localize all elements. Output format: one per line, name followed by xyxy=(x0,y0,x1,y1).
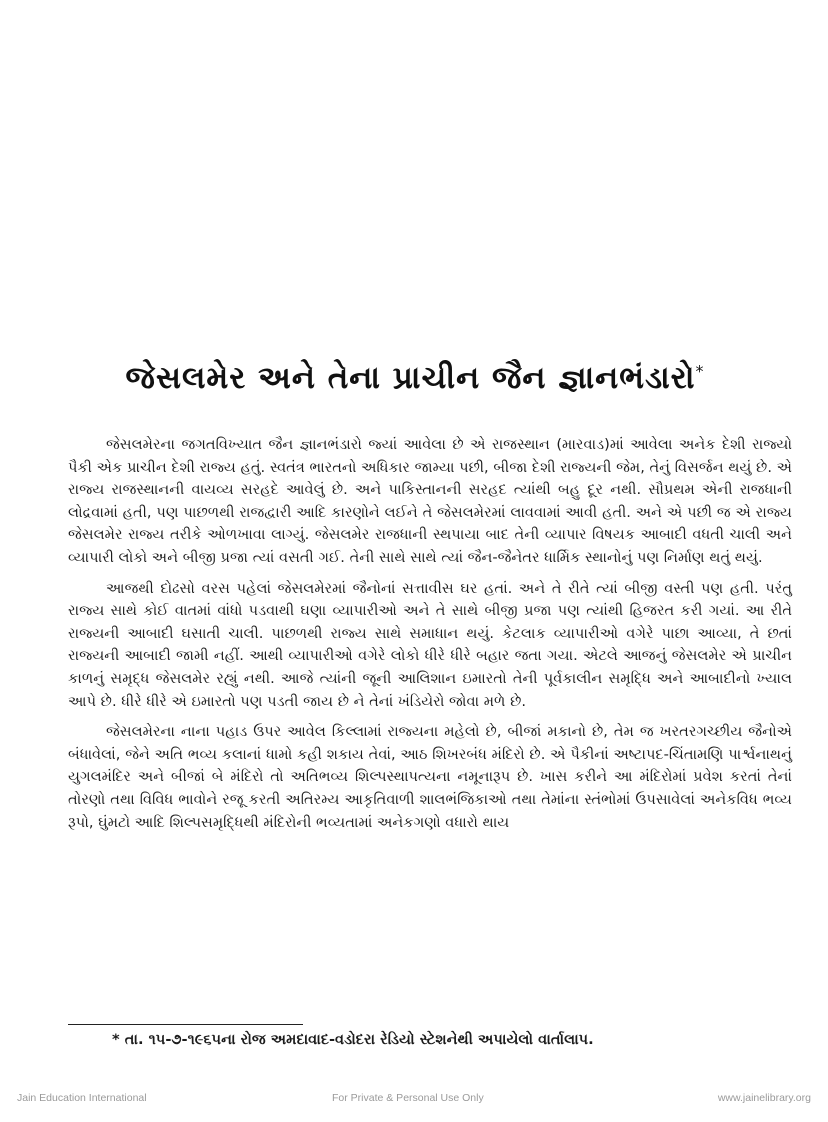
title-footnote-marker: * xyxy=(695,361,705,381)
footnote: * તા. ૧૫-૭-૧૯૬૫ના રોજ અમદાવાદ-વડોદરા રેડિયો સ્ટેશનેથી અપાયેલો વાર્તાલાપ. xyxy=(112,1031,594,1048)
paragraph-2: આજથી દોઢસો વરસ પહેલાં જેસલમેરમાં જૈનોનાં સત્તાવીસ ઘર હતાં. અને તે રીતે ત્યાં બીજી વસ્તી પણ હતી. પરંતુ રાજ્ય સાથે કોઈ વાતમાં વાંધો પડવાથી ઘણા વ્યાપારીઓ અને તે સાથે બીજી પ્રજા પણ ત્યાંથી હિજરત કરી ગયાં. આ રીતે રાજ્યની આબાદી ઘસાતી ચાલી. પાછળથી રાજ્ય સાથે સમાધાન થયું. કેટલાક વ્યાપારીઓ વગેરે પાછા આવ્યા, તે છતાં રાજ્યની આબાદી જામી નહીં. આથી વ્યાપારીઓ વગેરે લોકો ધીરે ધીરે બહાર જતા ગયા. એટલે આજનું જેસલમેર એ પ્રાચીન કાળનું સમૃદ્ધ જેસલમેર રહ્યું નથી. આજે ત્યાંની જૂની આલિશાન ઇમારતો તેની પૂર્વકાલીન સમૃદ્ધિ અને આબાદીનો ખ્યાલ આપે છે. ધીરે ધીરે એ ઇમારતો પણ પડતી જાય છે ને તેનાં ખંડિયેરો જોવા મળે છે. xyxy=(68,579,792,710)
footer-publisher: Jain Education International xyxy=(17,1092,147,1104)
article-body xyxy=(68,434,792,842)
title-text: જેસલમેર અને તેના પ્રાચીન જૈન જ્ઞાનભંડારો xyxy=(125,360,696,396)
footnote-divider xyxy=(68,1024,303,1025)
paragraph-3: જેસલમેરના નાના પહાડ ઉપર આવેલ કિલ્લામાં રાજ્યના મહેલો છે, બીજાં મકાનો છે, તેમ જ ખરતરગચ્છીય જૈનોએ બંધાવેલાં, જેને અતિ ભવ્ય કલાનાં ધામો કહી શકાય તેવાં, આઠ શિખરબંધ મંદિરો છે. એ પૈકીનાં અષ્ટાપદ-ચિંતામણિ પાર્શ્વનાથનું યુગલમંદિર અને બીજાં બે મંદિરો તો અતિભવ્ય શિલ્પસ્થાપત્યના નમૂનારૂપ છે. ખાસ કરીને આ મંદિરોમાં પ્રવેશ કરતાં તેનાં તોરણો તથા વિવિધ ભાવોને રજૂ કરતી અતિરમ્ય આકૃતિવાળી શાલભંજિકાઓ તથા તેમાંના સ્તંભોમાં ઉપસાવેલાં અનેકવિધ ભવ્ય રૂપો, ઘુંમટો આદિ શિલ્પસમૃદ્ધિથી મંદિરોની ભવ્યતામાં અનેકગણો વધારો થાય xyxy=(68,723,792,831)
paragraph-1: જેસલમેરના જગતવિખ્યાત જૈન જ્ઞાનભંડારો જ્યાં આવેલા છે એ રાજસ્થાન (મારવાડ)માં આવેલા અનેક દેશી રાજ્યો પૈકી એક પ્રાચીન દેશી રાજ્ય હતું. સ્વતંત્ર ભારતનો અધિકાર જામ્યા પછી, બીજા દેશી રાજ્યની જેમ, તેનું વિસર્જન થયું છે. એ રાજ્ય રાજસ્થાનની વાયવ્ય સરહદે આવેલું છે. અને પાકિસ્તાનની સરહદ ત્યાંથી બહુ દૂર નથી. સૌપ્રથમ એની રાજધાની લોદ્રવામાં હતી, પણ પાછળથી રાજદ્વારી આદિ કારણોને લઈને તે જેસલમેરમાં લાવવામાં આવી હતી. અને એ પછી જ એ રાજ્ય જેસલમેર રાજ્ય તરીકે ઓળખાવા લાગ્યું. જેસલમેર રાજધાની સ્થપાયા બાદ તેની વ્યાપાર વિષયક આબાદી વધતી ચાલી અને વ્યાપારી લોકો અને બીજી પ્રજા ત્યાં વસતી ગઈ. તેની સાથે સાથે ત્યાં જૈન-જૈનેતર ધાર્મિક સ્થાનોનું પણ નિર્માણ થતું થયું. xyxy=(68,436,792,566)
footer-website-link[interactable]: www.jainelibrary.org xyxy=(717,1092,811,1104)
page-footer xyxy=(0,1090,828,1110)
page-title xyxy=(100,360,730,397)
footer-usage-notice: For Private & Personal Use Only xyxy=(332,1092,484,1104)
